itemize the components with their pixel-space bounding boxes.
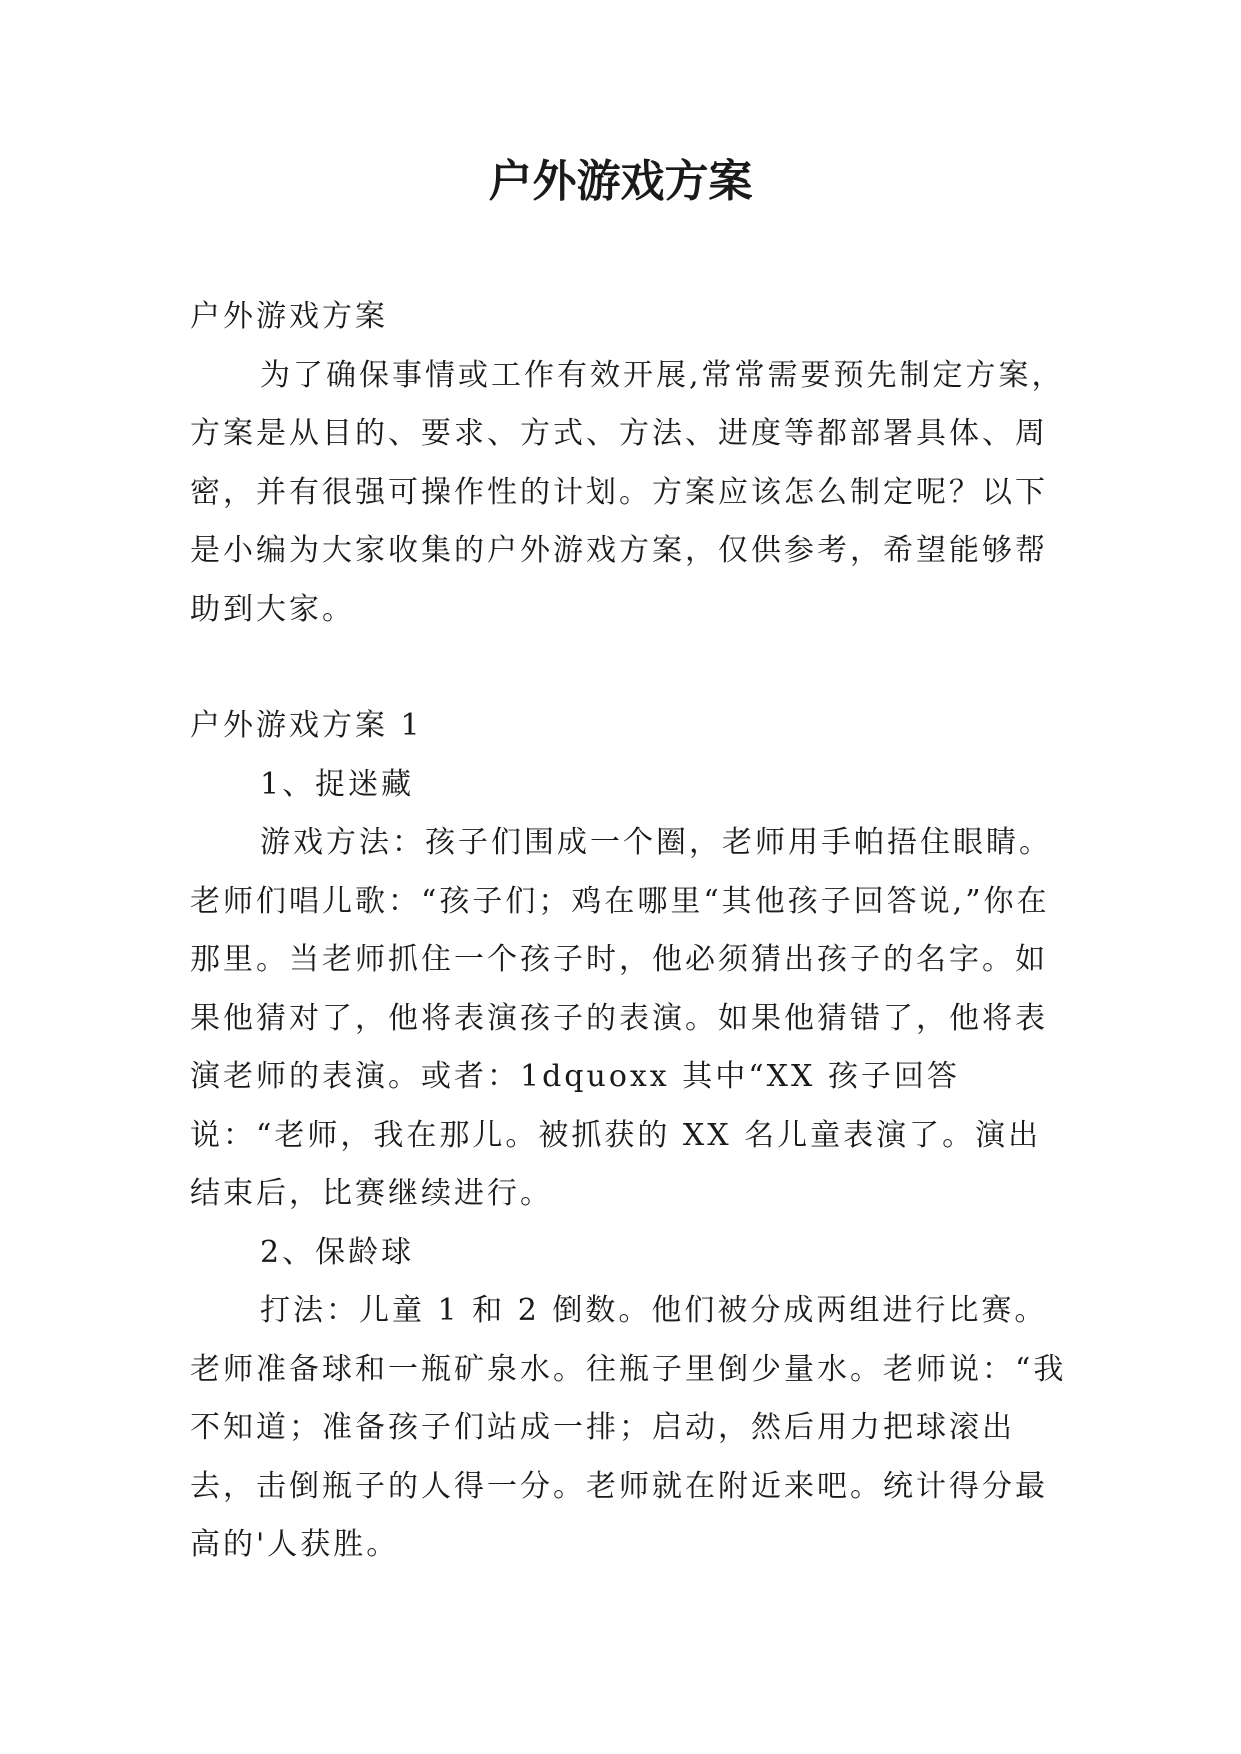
game-body-hide-and-seek: 游戏方法：孩子们围成一个圈，老师用手帕捂住眼睛。老师们唱儿歌：“孩子们；鸡在哪里“其他孩子回答说,”你在那里。当老师抓住一个孩子时，他必须猜出孩子的名字。如果他猜对了，他将表演孩子的表演。如果他猜错了，他将表演老师的表演。或者：1dquoxx 其中“XX 孩子回答说：“老师，我在那儿。被抓获的 XX 名儿童表演了。演出结束后，比赛继续进行。	[190, 825, 1052, 1211]
game-body-bowling: 打法：儿童 1 和 2 倒数。他们被分成两组进行比赛。老师准备球和一瓶矿泉水。往瓶子里倒少量水。老师说：“我不知道；准备孩子们站成一排；启动，然后用力把球滚出去，击倒瓶子的人得一分。老师就在附近来吧。统计得分最高的'人获胜。	[190, 1293, 1067, 1562]
game-title-bowling: 2、保龄球	[260, 1234, 415, 1270]
section-heading: 户外游戏方案 1	[190, 708, 423, 743]
document-subtitle: 户外游戏方案	[190, 299, 388, 334]
intro-paragraph: 为了确保事情或工作有效开展,常常需要预先制定方案，方案是从目的、要求、方式、方法、进度等都部署具体、周密，并有很强可操作性的计划。方案应该怎么制定呢？以下是小编为大家收集的户外游戏方案，仅供参考，希望能够帮助到大家。	[190, 357, 1065, 627]
document-body	[190, 288, 1070, 1575]
document-title: 户外游戏方案	[488, 156, 753, 207]
section-spacer	[190, 639, 1070, 697]
game-title-hide-and-seek: 1、捉迷藏	[260, 766, 415, 802]
